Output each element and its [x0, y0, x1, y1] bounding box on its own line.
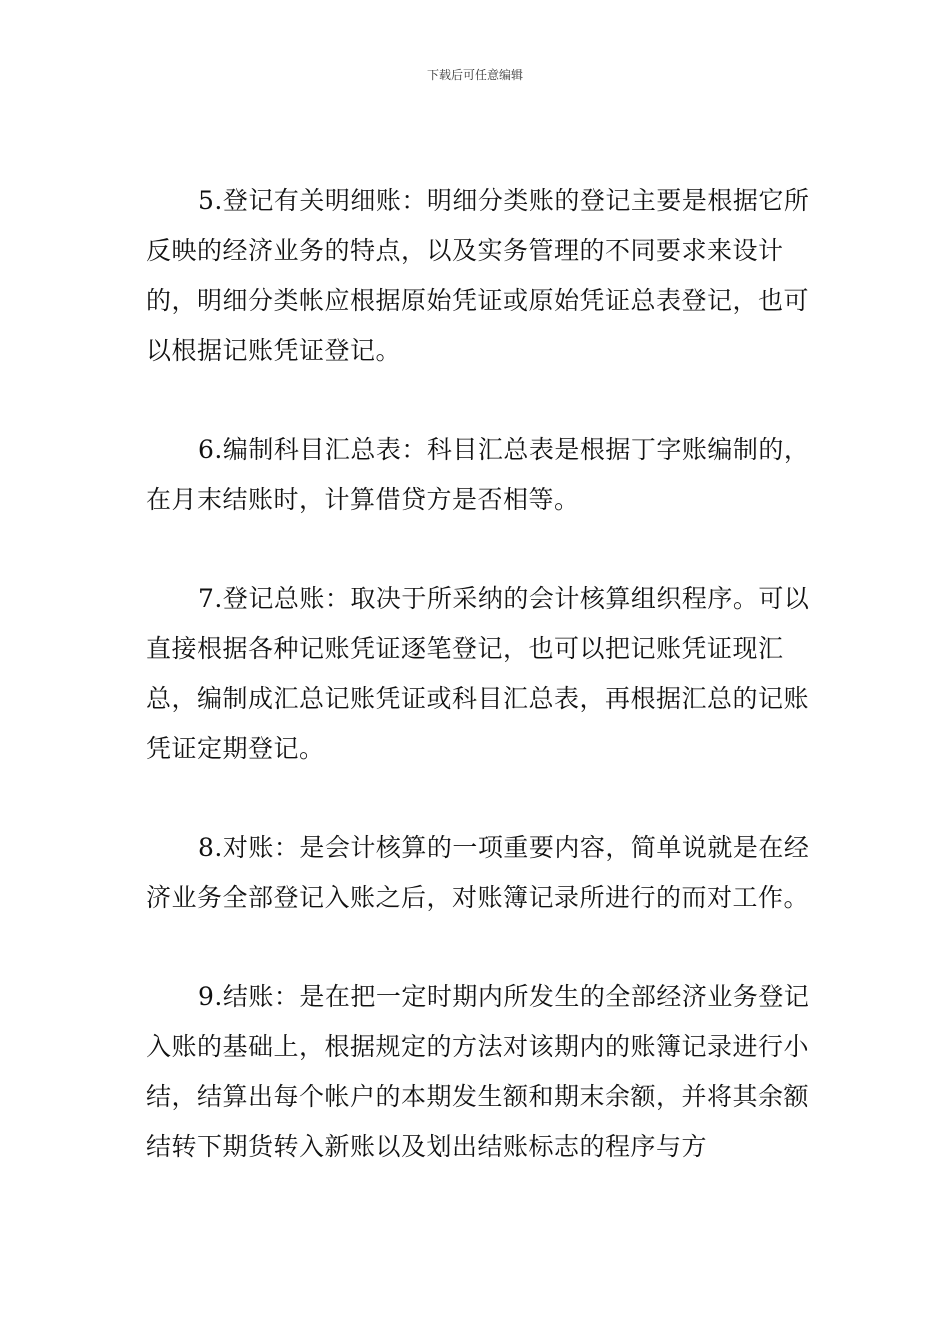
- paragraph-step-7: 7.登记总账：取决于所采纳的会计核算组织程序。可以直接根据各种记账凭证逐笔登记，也可以把记账凭证现汇总，编制成汇总记账凭证或科目汇总表，再根据汇总的记账凭证定期登记。: [146, 584, 810, 763]
- document-body: [146, 176, 812, 1172]
- paragraph-step-5: 5.登记有关明细账：明细分类账的登记主要是根据它所反映的经济业务的特点，以及实务管理的不同要求来设计的，明细分类帐应根据原始凭证或原始凭证总表登记，也可以根据记账凭证登记。: [146, 186, 810, 365]
- paragraph-step-6: 6.编制科目汇总表：科目汇总表是根据丁字账编制的，在月末结账时，计算借贷方是否相等。: [146, 435, 810, 514]
- paragraph-step-9: 9.结账：是在把一定时期内所发生的全部经济业务登记入账的基础上，根据规定的方法对该期内的账簿记录进行小结，结算出每个帐户的本期发生额和期末余额，并将其余额结转下期货转入新账以及划出结账标志的程序与方: [146, 982, 810, 1161]
- page-header: 下载后可任意编辑: [426, 68, 523, 82]
- paragraph-step-8: 8.对账：是会计核算的一项重要内容，简单说就是在经济业务全部登记入账之后，对账簿记录所进行的而对工作。: [146, 833, 810, 912]
